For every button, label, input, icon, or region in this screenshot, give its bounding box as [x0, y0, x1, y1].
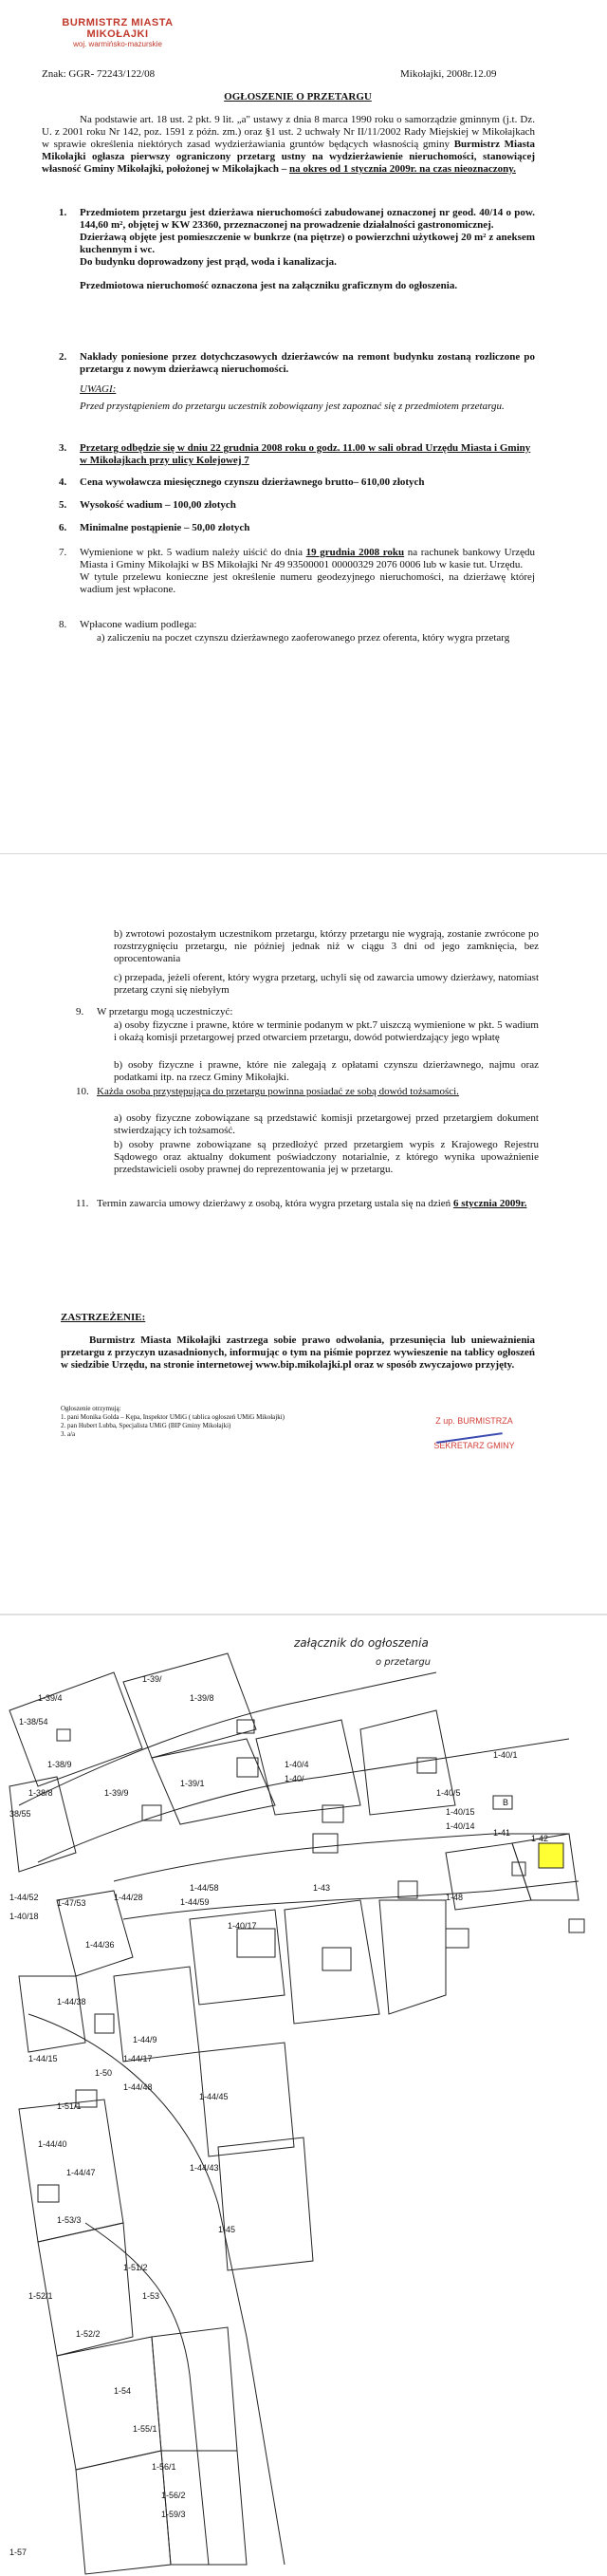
parcel-label: 1-44/52 — [9, 1893, 39, 1902]
parcel-label: 1-38/54 — [19, 1717, 48, 1727]
parcel-label: 1-44/9 — [133, 2035, 157, 2044]
item-11-text: Termin zawarcia umowy dzierżawy z osobą, która wygra przetarg ustala się na dzień 6 stycznia 2009r. — [97, 1198, 527, 1209]
parcel-label: 1-39/4 — [38, 1693, 63, 1703]
letter-b-label: B — [503, 1798, 509, 1807]
parcel-label: 1-38/8 — [28, 1788, 53, 1798]
parcel-label: 1-40/1 — [493, 1750, 518, 1760]
parcel-label: 1-44/59 — [180, 1897, 210, 1907]
item-10-number: 10. — [76, 1086, 89, 1097]
uwagi-title: UWAGI: — [80, 383, 117, 395]
item-1-text: Przedmiotem przetargu jest dzierżawa nieruchomości zabudowanej oznaczonej nr geod. 40/14 o pow. 144,60 m², objętej w KW 23360, przeznaczonej na prowadzenie działalności gastronomicznej. Dzierżawą objęte jest pomieszczenie w bunkrze (na piętrze) o powierzchni użytkowej 20 m² z aneksem kuchennym i wc. Do budynku doprowadzony jest prąd, woda i kanalizacja. Przedmiotowa nieruchomość oznaczona jest na załączniku graficznym do ogłoszenia. — [80, 207, 535, 291]
parcel-label: 1-54 — [114, 2386, 132, 2396]
parcel-label: 1-44/58 — [190, 1883, 219, 1893]
distribution-item: 3. a/a — [61, 1430, 76, 1438]
parcel-label: 1-44/38 — [57, 1997, 86, 2007]
item-3-text: Przetarg odbędzie się w dniu 22 grudnia 2008 roku o godz. 11.00 w sali obrad Urzędu Miasta i Gminy w Mikołajkach przy ulicy Kolejowej 7 — [80, 442, 531, 466]
parcel-label: 1-57 — [9, 2548, 28, 2557]
parcel-label: 1-44/45 — [199, 2092, 229, 2101]
intro-paragraph: Na podstawie art. 18 ust. 2 pkt. 9 lit. „a" ustawy z dnia 8 marca 1990 roku o samorządzie gminnym (j.t. Dz. U. z 2001 roku Nr 142, poz. 1591 z późn. zm.) oraz §1 ust. 2 uchwały Nr II/11/2002 Rady Miejskiej w Mikołajkach w sprawie określenia niektórych zasad wydzierżawiania gruntów będących własnością gminy Burmistrz Miasta Mikołajki ogłasza pierwszy ograniczony przetarg ustny na wydzierżawienie nieruchomości, stanowiącej własność Gminy Mikołajki, położonej w Mikołajkach – na okres od 1 stycznia 2009r. na czas nieoznaczony. — [42, 114, 536, 175]
parcel-label: 1-51/1 — [57, 2101, 82, 2111]
stamp-line-1: BURMISTRZ MIASTA MIKOŁAJKI — [62, 17, 174, 40]
parcel-label: 1-48 — [446, 1893, 464, 1902]
parcel-label: 1-56/2 — [161, 2491, 186, 2500]
page-1 — [0, 0, 607, 854]
item-9-b: b) osoby fizyczne i prawne, które nie zalegają z opłatami czynszu dzierżawnego, najmu oraz podatkami itp. na rzecz Gminy Mikołajki. — [114, 1059, 539, 1083]
parcel-label: 1-40/15 — [446, 1807, 475, 1817]
item-3-number: 3. — [59, 442, 67, 454]
item-6-text: Minimalne postąpienie – 50,00 złotych — [80, 522, 250, 533]
item-1-number: 1. — [59, 207, 67, 218]
parcel-label: 1-52/2 — [76, 2329, 101, 2339]
parcel-label: 1-40/ — [285, 1774, 304, 1783]
item-8-a: a) zaliczeniu na poczet czynszu dzierżawnego zaoferowanego przez oferenta, który wygra przetarg — [97, 632, 510, 644]
distribution-item: 1. pani Monika Golda – Kępa, Inspektor UMiG ( tablica ogłoszeń UMiG Mikołajki) — [61, 1413, 285, 1421]
parcel-label: 1-52/1 — [28, 2291, 53, 2301]
zastrzezenie-text: Burmistrz Miasta Mikołajki zastrzega sobie prawo odwołania, przesunięcia lub unieważnienia przetargu z przyczyn uzasadnionych, informując o tym na piśmie poprzez wywieszenie na tablicy ogłoszeń w siedzibie Urzędu, na stronie internetowej www.bip.mikolajki.pl oraz w sposób zwyczajowo przyjęty. — [61, 1335, 535, 1371]
office-stamp — [42, 17, 193, 48]
parcel-label: 1-39/ — [142, 1674, 162, 1684]
place-date: Mikołajki, 2008r.12.09 — [400, 68, 497, 80]
item-7-text: Wymienione w pkt. 5 wadium należy uiścić do dnia 19 grudnia 2008 roku na rachunek bankowy Urzędu Miasta i Gminy Mikołajki w BS Mikołajki Nr 49 93500001 00000329 2076 0006 lub w kasie tut. Urzędu. W tytule przelewu konieczne jest określenie numeru geodezyjnego nieruchomości, na dzierżawę której wadium jest wpłacone. — [80, 547, 535, 595]
page-2 — [0, 854, 607, 1253]
parcel-label: 1-44/28 — [114, 1893, 143, 1902]
stamp-line-2: woj. warmińsko-mazurskie — [73, 40, 162, 48]
item-8-text: Wpłacone wadium podlega: — [80, 619, 197, 630]
highlighted-parcel — [539, 1843, 563, 1868]
parcel-label: 1-44/17 — [123, 2054, 153, 2063]
parcel-label: 1-42 — [531, 1834, 549, 1843]
item-9-a: a) osoby fizyczne i prawne, które w terminie podanym w pkt.7 uiszczą wymienione w pkt. 5 wadium i okażą komisji przetargowej przed otwarciem przetargu, dowód potwierdzający jego wpłatę — [114, 1019, 539, 1043]
parcel-label: 1-56/1 — [152, 2462, 176, 2472]
parcel-label: 1-44/43 — [190, 2163, 219, 2173]
item-8-number: 8. — [59, 619, 67, 630]
parcel-label: 38/55 — [9, 1809, 31, 1819]
page-2-continued — [0, 1230, 607, 1657]
parcel-label: 1-40/14 — [446, 1821, 475, 1831]
parcel-label: 1-39/9 — [104, 1788, 129, 1798]
parcel-label: 1-39/1 — [180, 1779, 205, 1788]
item-10-text: Każda osoba przystępująca do przetargu powinna posiadać ze sobą dowód tożsamości. — [97, 1086, 459, 1097]
item-5-text: Wysokość wadium – 100,00 złotych — [80, 499, 236, 511]
distribution-item: 2. pan Hubert Lubba, Specjalista UMiG (BIP Gminy Mikołajki) — [61, 1422, 231, 1429]
parcel-label: 1-41 — [493, 1828, 511, 1838]
parcel-label: 1-45 — [218, 2225, 236, 2234]
item-2-text: Nakłady poniesione przez dotychczasowych dzierżawców na remont budynku zostaną rozliczone po przetargu z nowym dzierżawcą nieruchomości. — [80, 351, 535, 375]
item-2-number: 2. — [59, 351, 67, 363]
zastrzezenie-title: ZASTRZEŻENIE: — [61, 1312, 146, 1323]
parcel-label: 1-59/3 — [161, 2510, 186, 2519]
item-5-number: 5. — [59, 499, 67, 511]
parcel-label: 1-40/5 — [436, 1788, 461, 1798]
signature-line-1: Z up. BURMISTRZA — [435, 1416, 513, 1426]
parcel-label: 1-43 — [313, 1883, 331, 1893]
handwritten-note-2: o przetargu — [376, 1657, 432, 1668]
item-10-a: a) osoby fizyczne zobowiązane są przedstawić komisji przetargowej przed przetargiem dokument stwierdzający ich tożsamość. — [114, 1112, 539, 1136]
document-title: OGŁOSZENIE O PRZETARGU — [224, 91, 372, 103]
page-3-map — [0, 1615, 607, 2576]
distribution-list — [61, 1405, 285, 1439]
parcel-label: 1-53/3 — [57, 2215, 82, 2225]
item-9-text: W przetargu mogą uczestniczyć: — [97, 1006, 233, 1017]
parcel-label: 1-53 — [142, 2291, 160, 2301]
item-9-number: 9. — [76, 1006, 84, 1017]
signature-line-2: SEKRETARZ GMINY — [433, 1441, 515, 1450]
item-10-b: b) osoby prawne zobowiązane są przedłożyć przed przetargiem wypis z Krajowego Rejestru Sądowego oraz aktualny dokument poświadczony notarialnie, z którego wynika upoważnienie przedstawicieli osoby prawnej do reprezentowania jej w przetargu. — [114, 1139, 539, 1175]
reference-number: Znak: GGR- 72243/122/08 — [42, 68, 156, 80]
handwritten-note-1: załącznik do ogłoszenia — [294, 1636, 429, 1650]
cadastral-map — [0, 1615, 607, 2576]
parcel-label: 1-40/18 — [9, 1912, 39, 1921]
parcel-label: 1-40/17 — [228, 1921, 257, 1931]
parcel-label: 1-44/15 — [28, 2054, 58, 2063]
parcel-label: 1-47/53 — [57, 1898, 86, 1908]
parcel-label: 1-39/8 — [190, 1693, 214, 1703]
parcel-label: 1-55/1 — [133, 2424, 157, 2434]
distribution-title: Ogłoszenie otrzymują: — [61, 1405, 121, 1412]
parcel-label: 1-50 — [95, 2068, 113, 2078]
parcel-label: 1-38/9 — [47, 1760, 72, 1769]
uwagi-text: Przed przystąpieniem do przetargu uczestnik zobowiązany jest zapoznać się z przedmiotem przetargu. — [80, 401, 505, 412]
parcel-label: 1-51/2 — [123, 2263, 148, 2272]
item-11-number: 11. — [76, 1198, 89, 1209]
item-8-c: c) przepada, jeżeli oferent, który wygra przetarg, uchyli się od zawarcia umowy dzierżawy, natomiast przetarg czyni się niebyłym — [114, 972, 539, 996]
item-6-number: 6. — [59, 522, 67, 533]
signature-stamp — [408, 1416, 541, 1450]
parcel-label: 1-44/36 — [85, 1940, 115, 1950]
parcel-label: 1-40/4 — [285, 1760, 309, 1769]
item-7-number: 7. — [59, 547, 67, 558]
parcel-label: 1-44/40 — [38, 2139, 67, 2149]
parcel-label: 1-44/47 — [66, 2168, 96, 2177]
item-8-b: b) zwrotowi pozostałym uczestnikom przetargu, którzy przetargu nie wygrają, zostanie zwrócone po rozstrzygnięciu przetargu, nie później jednak niż w ciągu 3 dni od jego zamknięcia, bez oprocentowania — [114, 928, 539, 964]
item-4-text: Cena wywoławcza miesięcznego czynszu dzierżawnego brutto– 610,00 złotych — [80, 476, 425, 488]
parcel-label: 1-44/48 — [123, 2082, 153, 2092]
item-4-number: 4. — [59, 476, 67, 488]
